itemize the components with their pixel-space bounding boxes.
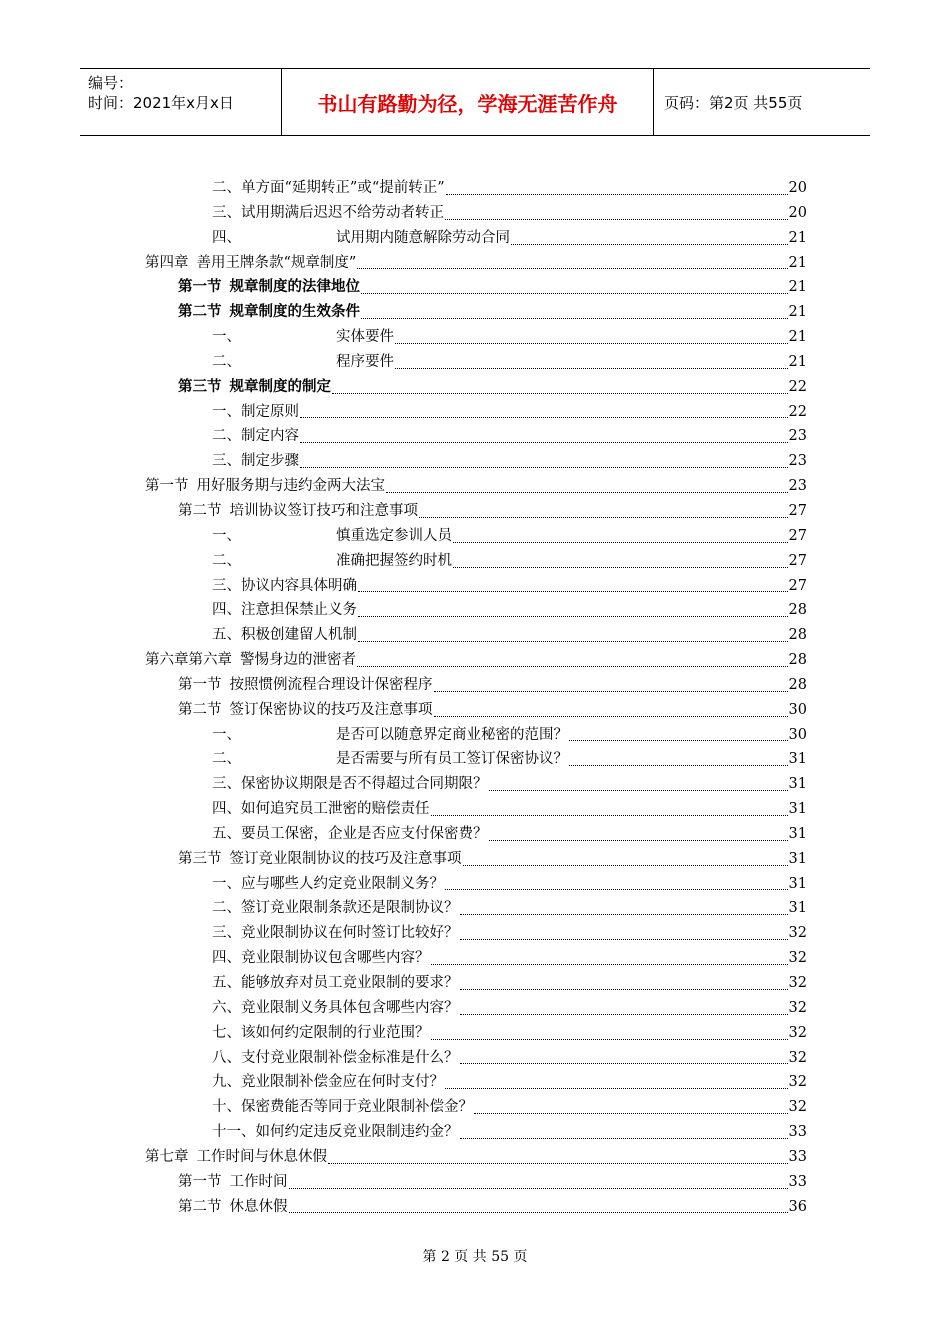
toc-leader-dots [431,815,788,816]
toc-entry-page: 23 [788,453,807,470]
page-footer: 第 2 页 共 55 页 [422,1249,528,1265]
toc-entry-number: 六、 [212,999,241,1016]
toc-entry-number: 五、 [212,825,241,842]
toc-entry-title: 保密协议期限是否不得超过合同期限？ [241,776,488,793]
toc-entry-title: 要员工保密，企业是否应支付保密费？ [241,825,488,842]
toc-entry-page: 32 [788,1049,807,1066]
toc-entry-number: 四、 [212,801,241,818]
toc-entry-page: 28 [788,627,807,644]
toc-entry-title: 能够放弃对员工竞业限制的要求？ [241,975,459,991]
toc-leader-dots [361,293,788,294]
toc-leader-dots [460,1063,788,1064]
toc-entry-page: 23 [788,428,807,445]
toc-entry[interactable] [145,598,807,623]
toc-entry-title: 保密费能否等同于竞业限制补偿金？ [241,1099,473,1116]
toc-entry-title: 是否可以随意界定商业秘密的范围？ [336,726,568,743]
toc-leader-dots [289,1188,788,1189]
toc-entry[interactable] [145,1120,807,1145]
toc-leader-dots [445,219,788,220]
toc-entry-page: 27 [788,502,807,519]
toc-entry-page: 31 [788,801,807,818]
toc-entry-number: 第一节 [178,1173,222,1190]
toc-entry[interactable] [145,648,807,673]
toc-entry-page: 30 [788,726,807,743]
toc-leader-dots [358,641,788,642]
toc-entry-title: 规章制度的制定 [229,378,331,395]
toc-leader-dots [358,591,788,592]
toc-entry-page: 20 [788,204,807,221]
toc-leader-dots [434,716,788,717]
toc-entry[interactable] [145,747,807,772]
toc-entry-number: 第六章第六章 [145,652,232,669]
toc-entry-title: 签订竞业限制协议的技巧及注意事项 [229,850,462,867]
toc-leader-dots [474,1113,788,1114]
toc-entry[interactable] [145,201,807,226]
toc-leader-dots [357,268,787,269]
toc-entry-number: 第七章 [145,1148,189,1165]
toc-entry-page: 30 [788,701,807,718]
toc-entry-title: 协议内容具体明确 [241,577,357,594]
toc-entry-title: 注意担保禁止义务 [241,602,357,619]
toc-entry[interactable] [145,1170,807,1195]
toc-entry-page: 28 [788,652,807,669]
toc-entry[interactable] [145,971,807,996]
toc-entry-page: 32 [788,950,807,967]
toc-entry-number: 十、 [212,1099,241,1116]
toc-entry-title: 如何约定违反竞业限制违约金？ [255,1124,459,1141]
toc-entry-number: 八、 [212,1049,241,1066]
toc-entry-title: 按照惯例流程合理设计保密程序 [229,676,433,693]
toc-entry[interactable] [145,449,807,474]
toc-entry-title: 培训协议签订技巧和注意事项 [229,502,418,519]
toc-entry[interactable] [145,474,807,499]
header-page-info: 页码：第2页 共55页 [664,93,803,112]
toc-entry[interactable] [145,623,807,648]
toc-entry-title: 慎重选定参训人员 [336,527,452,544]
toc-entry-page: 32 [788,1099,807,1116]
toc-entry[interactable] [145,176,807,201]
toc-entry-page: 22 [788,378,807,395]
toc-leader-dots [395,368,788,369]
toc-entry-number: 三、 [212,577,241,594]
toc-entry-number: 三、 [212,925,241,942]
toc-entry-title: 休息休假 [229,1198,288,1215]
toc-entry-page: 32 [788,1074,807,1091]
toc-entry[interactable] [145,574,807,599]
toc-leader-dots [460,914,788,915]
toc-entry-number: 七、 [212,1024,241,1041]
toc-entry-title: 是否需要与所有员工签订保密协议？ [336,751,568,768]
toc-entry-page: 21 [788,229,807,246]
toc-entry-title: 制定步骤 [241,453,299,470]
toc-entry-page: 21 [788,304,807,321]
toc-entry[interactable] [145,896,807,921]
toc-entry[interactable] [145,375,807,400]
toc-entry-title: 该如何约定限制的行业范围？ [241,1024,430,1041]
toc-entry-page: 27 [788,527,807,544]
toc-entry-page: 28 [788,676,807,693]
toc-leader-dots [358,616,788,617]
toc-entry-number: 第三节 [178,378,222,395]
toc-entry-number: 第二节 [178,502,222,519]
toc-leader-dots [446,194,788,195]
toc-entry-number: 一、 [212,329,241,346]
toc-entry[interactable] [145,772,807,797]
toc-entry-number: 二、 [212,180,241,196]
toc-leader-dots [419,517,788,518]
toc-entry-number: 第二节 [178,1198,222,1215]
toc-entry[interactable] [145,822,807,847]
toc-entry[interactable] [145,872,807,897]
toc-entry-number: 一、 [212,403,241,420]
toc-leader-dots [460,1014,788,1015]
toc-entry-page: 33 [788,1173,807,1190]
toc-entry[interactable] [145,275,807,300]
toc-entry-page: 23 [788,478,807,495]
toc-leader-dots [289,1212,788,1213]
toc-entry-page: 20 [788,180,807,196]
toc-leader-dots [569,740,788,741]
toc-entry-page: 21 [788,254,807,271]
toc-leader-dots [463,865,788,866]
toc-entry-number: 第一节 [145,478,189,495]
toc-entry[interactable] [145,300,807,325]
header-motto: 书山有路勤为径，学海无涯苦作舟 [282,69,654,135]
toc-leader-dots [300,417,788,418]
toc-entry-page: 27 [788,552,807,569]
toc-entry-number: 三、 [212,204,241,221]
toc-entry-number: 一、 [212,527,241,544]
toc-leader-dots [489,840,788,841]
toc-entry[interactable] [145,549,807,574]
toc-entry[interactable] [145,1195,807,1220]
toc-entry[interactable] [145,996,807,1021]
toc-entry-title: 规章制度的生效条件 [229,304,360,321]
toc-entry-page: 31 [788,875,807,892]
toc-entry-number: 二、 [212,751,241,768]
toc-leader-dots [460,1138,788,1139]
toc-leader-dots [569,765,788,766]
toc-entry-title: 制定原则 [241,403,299,420]
toc-entry[interactable] [145,424,807,449]
toc-entry[interactable] [145,698,807,723]
toc-entry-number: 九、 [212,1074,241,1091]
toc-entry-page: 32 [788,1024,807,1041]
toc-entry-title: 准确把握签约时机 [336,552,452,569]
toc-leader-dots [361,318,788,319]
toc-entry-title: 工作时间 [229,1173,288,1190]
toc-entry-number: 四、 [212,602,241,619]
toc-leader-dots [357,666,788,667]
toc-leader-dots [300,442,788,443]
toc-leader-dots [453,542,788,543]
header-meta [80,69,282,135]
toc-entry[interactable] [145,1021,807,1046]
toc-entry-number: 三、 [212,776,241,793]
toc-leader-dots [300,467,788,468]
toc-entry-title: 程序要件 [336,353,394,370]
toc-entry-title: 规章制度的法律地位 [229,279,360,296]
toc-leader-dots [395,343,788,344]
toc-entry-title: 竞业限制补偿金应在何时支付？ [241,1074,444,1091]
toc-entry-title: 警惕身边的泄密者 [240,652,356,669]
toc-entry[interactable] [145,946,807,971]
toc-entry[interactable] [145,325,807,350]
toc-entry[interactable] [145,499,807,524]
toc-leader-dots [489,790,788,791]
toc-entry-title: 试用期满后迟迟不给劳动者转正 [241,204,444,221]
toc-entry-page: 31 [788,850,807,867]
toc-entry-page: 21 [788,329,807,346]
toc-entry-title: 竞业限制协议包含哪些内容？ [241,950,430,967]
toc-entry-page: 27 [788,577,807,594]
toc-entry-number: 一、 [212,726,241,743]
toc-entry-number: 第一节 [178,676,222,693]
toc-entry-page: 33 [788,1124,807,1141]
toc-leader-dots [445,889,788,890]
toc-entry-number: 第四章 [145,254,189,271]
toc-leader-dots [460,939,788,940]
toc-entry-title: 应与哪些人约定竞业限制义务？ [241,875,444,892]
toc-entry[interactable] [145,1145,807,1170]
toc-leader-dots [460,989,788,990]
toc-entry-number: 第二节 [178,304,222,321]
toc-entry[interactable] [145,226,807,251]
toc-entry-page: 28 [788,602,807,619]
toc-entry-number: 四、 [212,229,241,246]
toc-entry-page: 31 [788,900,807,917]
toc-entry-number: 二、 [212,900,241,917]
toc-entry[interactable] [145,400,807,425]
toc-entry-title: 竞业限制协议在何时签订比较好？ [241,925,459,942]
toc-entry-number: 四、 [212,950,241,967]
toc-entry[interactable] [145,1095,807,1120]
toc-entry-number: 十一、 [212,1124,256,1141]
toc-leader-dots [434,691,788,692]
toc-entry-number: 五、 [212,627,241,644]
toc-entry-title: 用好服务期与违约金两大法宝 [196,478,385,495]
toc-entry-title: 签订竞业限制条款还是限制协议？ [241,900,459,917]
toc-entry-number: 二、 [212,428,241,445]
toc-entry-title: 如何追究员工泄密的赔偿责任 [241,801,430,818]
toc-entry[interactable] [145,921,807,946]
toc-entry-page: 32 [788,925,807,942]
toc-entry-page: 36 [788,1198,807,1215]
toc-entry-page: 21 [788,279,807,296]
toc-entry-title: 签订保密协议的技巧及注意事项 [229,701,433,718]
toc-leader-dots [453,567,788,568]
toc-entry-title: 支付竞业限制补偿金标准是什么？ [241,1049,459,1066]
toc-entry-page: 31 [788,825,807,842]
toc-entry-page: 31 [788,776,807,793]
toc-entry-page: 22 [788,403,807,420]
toc-entry-number: 二、 [212,552,241,569]
toc-entry[interactable] [145,797,807,822]
toc-entry-title: 工作时间与休息休假 [196,1148,327,1165]
toc-leader-dots [328,1163,788,1164]
toc-entry-title: 单方面“延期转正”或“提前转正” [241,180,445,196]
toc-entry[interactable] [145,723,807,748]
toc-leader-dots [386,492,788,493]
toc-entry-number: 第二节 [178,701,222,718]
table-of-contents [145,176,807,1219]
toc-entry-number: 五、 [212,975,241,991]
toc-entry-number: 第三节 [178,850,222,867]
toc-entry[interactable] [145,673,807,698]
toc-entry-title: 竞业限制义务具体包含哪些内容？ [241,999,459,1016]
toc-entry[interactable] [145,1070,807,1095]
toc-leader-dots [431,964,788,965]
toc-entry-number: 三、 [212,453,241,470]
toc-entry-number: 第一节 [178,279,222,296]
toc-entry[interactable] [145,1046,807,1071]
toc-entry-page: 32 [788,975,807,991]
toc-entry-title: 制定内容 [241,428,299,445]
toc-entry-number: 一、 [212,875,241,892]
toc-entry-page: 21 [788,353,807,370]
page-header [80,68,870,136]
toc-entry[interactable] [145,847,807,872]
toc-entry-number: 二、 [212,353,241,370]
toc-entry-title: 积极创建留人机制 [241,627,357,644]
toc-leader-dots [445,1088,788,1089]
code-label: 编号： [88,74,134,92]
toc-entry-title: 试用期内随意解除劳动合同 [336,229,510,246]
toc-leader-dots [511,244,788,245]
toc-entry-page: 33 [788,1148,807,1165]
toc-entry[interactable] [145,524,807,549]
toc-entry-page: 31 [788,751,807,768]
toc-leader-dots [332,393,788,394]
toc-entry-page: 32 [788,999,807,1016]
toc-entry[interactable] [145,350,807,375]
time-label: 时间：2021年x月x日 [88,94,234,112]
toc-entry-title: 实体要件 [336,329,394,346]
toc-leader-dots [431,1039,788,1040]
toc-entry-title: 善用王牌条款“规章制度” [196,254,357,271]
toc-entry[interactable] [145,251,807,276]
